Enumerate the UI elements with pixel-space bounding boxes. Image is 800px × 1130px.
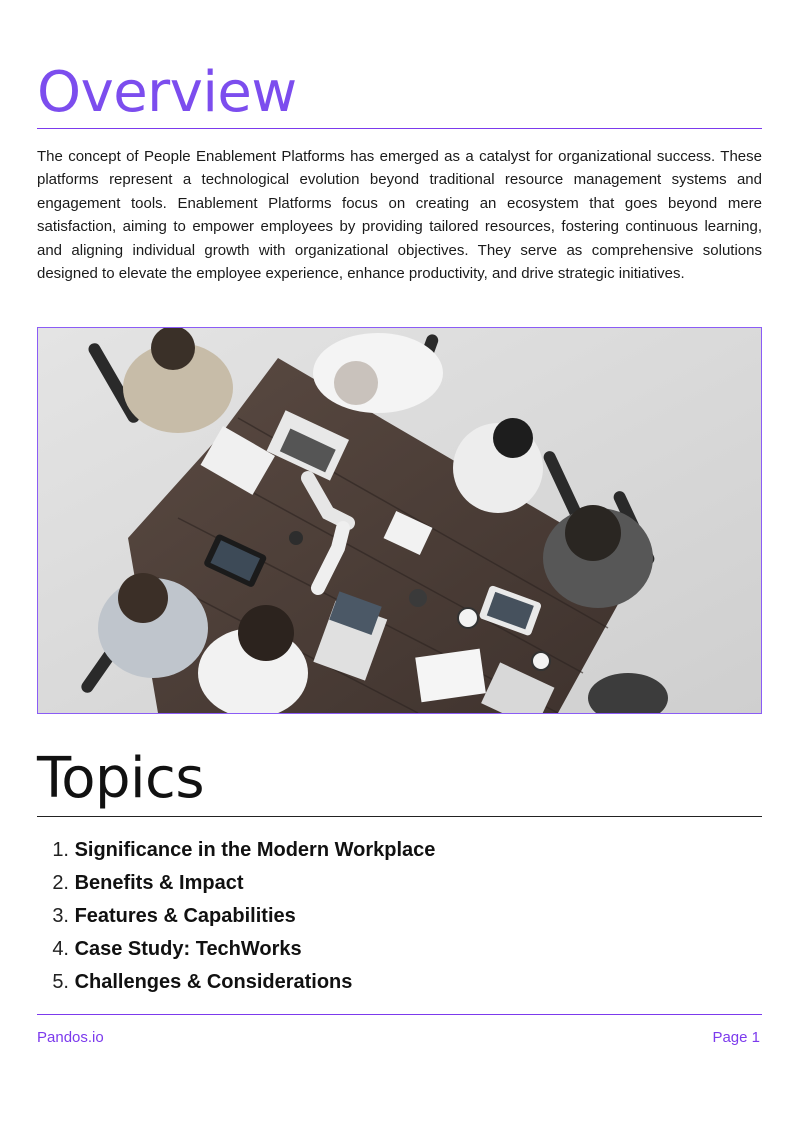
topic-number: 2. <box>52 872 69 894</box>
topics-title: Topics <box>37 746 205 811</box>
topics-list <box>37 834 435 999</box>
topic-number: 4. <box>52 938 69 960</box>
overview-title: Overview <box>37 60 297 125</box>
topic-item <box>37 867 435 900</box>
overview-paragraph: The concept of People Enablement Platforms has emerged as a catalyst for organizational success. These platforms represent a technological evolution beyond traditional resource management systems and engagement tools. Enablement Platforms focus on creating an ecosystem that goes beyond mere satisfaction, aiming to empower employees by providing tailored resources, fostering continuous learning, and aligning individual growth with organizational objectives. They serve as comprehensive solutions designed to elevate the employee experience, enhance productivity, and drive strategic initiatives. <box>37 148 762 283</box>
topic-item <box>37 966 435 999</box>
footer-brand: Pandos.io <box>37 1029 104 1046</box>
page-number: Page 1 <box>712 1029 760 1046</box>
topic-label: Case Study: TechWorks <box>74 938 302 960</box>
topic-label: Significance in the Modern Workplace <box>74 839 436 861</box>
topics-divider <box>37 816 762 817</box>
topic-number: 5. <box>52 971 69 993</box>
topic-item <box>37 900 435 933</box>
topic-label: Features & Capabilities <box>74 905 296 927</box>
topic-item <box>37 834 435 867</box>
overview-divider <box>37 128 762 129</box>
footer-divider <box>37 1014 762 1015</box>
topic-item <box>37 933 435 966</box>
team-meeting-photo <box>37 327 762 714</box>
topic-label: Benefits & Impact <box>74 872 244 894</box>
topic-number: 1. <box>52 839 69 861</box>
topic-number: 3. <box>52 905 69 927</box>
topic-label: Challenges & Considerations <box>74 971 353 993</box>
